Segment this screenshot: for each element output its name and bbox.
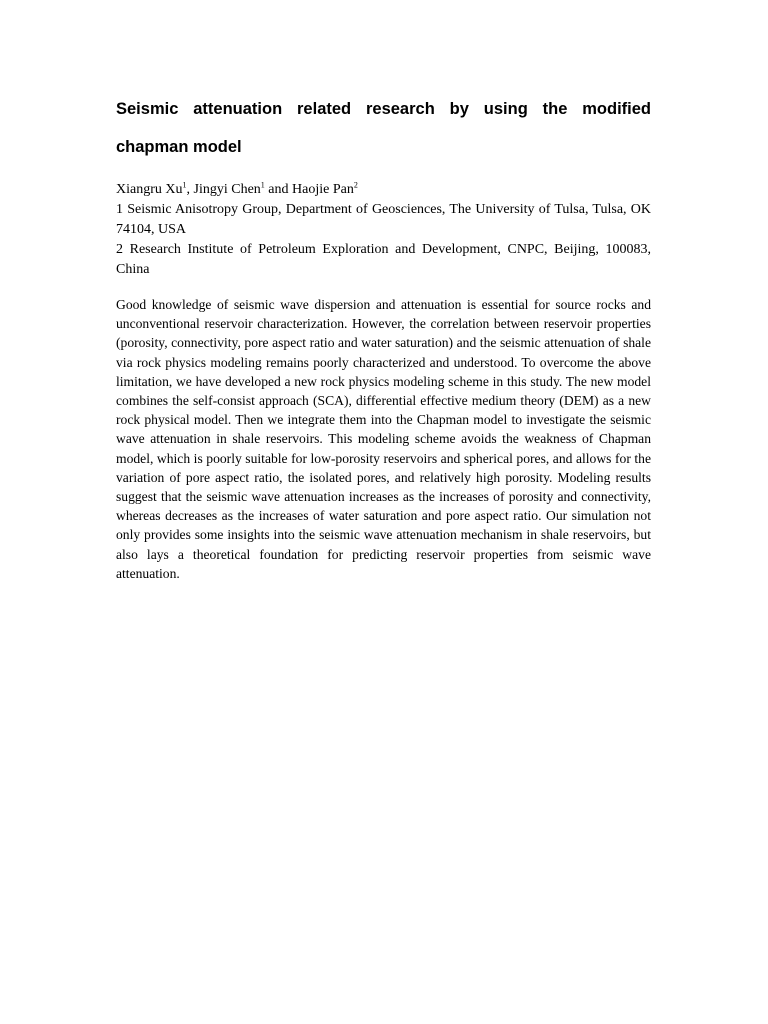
title-line-2: chapman model [116,138,242,156]
paper-title [116,90,651,166]
author-separator: and [264,182,292,197]
affiliation-mark: 1 [182,180,187,190]
affiliation-1: 1 Seismic Anisotropy Group, Department of Geosciences, The University of Tulsa, Tulsa, OK 74104, USA [116,202,651,237]
abstract-text: Good knowledge of seismic wave dispersion and attenuation is essential for source rocks and unconventional reservoir characterization. However, the correlation between reservoir properties (porosity, connectivity, pore aspect ratio and water saturation) and the seismic attenuation of shale via rock physics modeling remains poorly characterized and understood. To overcome the above limitation, we have developed a new rock physics modeling scheme in this study. The new model combines the self-consist approach (SCA), differential effective medium theory (DEM) as a new rock physical model. Then we integrate them into the Chapman model to investigate the seismic wave attenuation in shale reservoirs. This modeling scheme avoids the weakness of Chapman model, which is poorly suitable for low-porosity reservoirs and spherical pores, and allows for the variation of pore aspect ratio, the isolated pores, and relatively high porosity. Modeling results suggest that the seismic wave attenuation increases as the increases of porosity and connectivity, whereas decreases as the increases of water saturation and pore aspect ratio. Our simulation not only provides some insights into the seismic wave attenuation mechanism in shale reservoirs, but also lays a theoretical foundation for predicting reservoir properties from seismic wave attenuation. [116,297,651,581]
title-line-1: Seismic attenuation related research by using the modified [116,100,651,118]
author-separator: , [186,182,194,197]
author-name: Haojie Pan [292,182,354,197]
affiliation-mark: 1 [260,180,265,190]
author-name: Xiangru Xu [116,182,183,197]
author-list [116,180,651,200]
affiliation-mark: 2 [353,180,358,190]
author-name: Jingyi Chen [193,182,261,197]
author-block [116,180,651,280]
affiliation-2: 2 Research Institute of Petroleum Exploration and Development, CNPC, Beijing, 100083, China [116,242,651,277]
